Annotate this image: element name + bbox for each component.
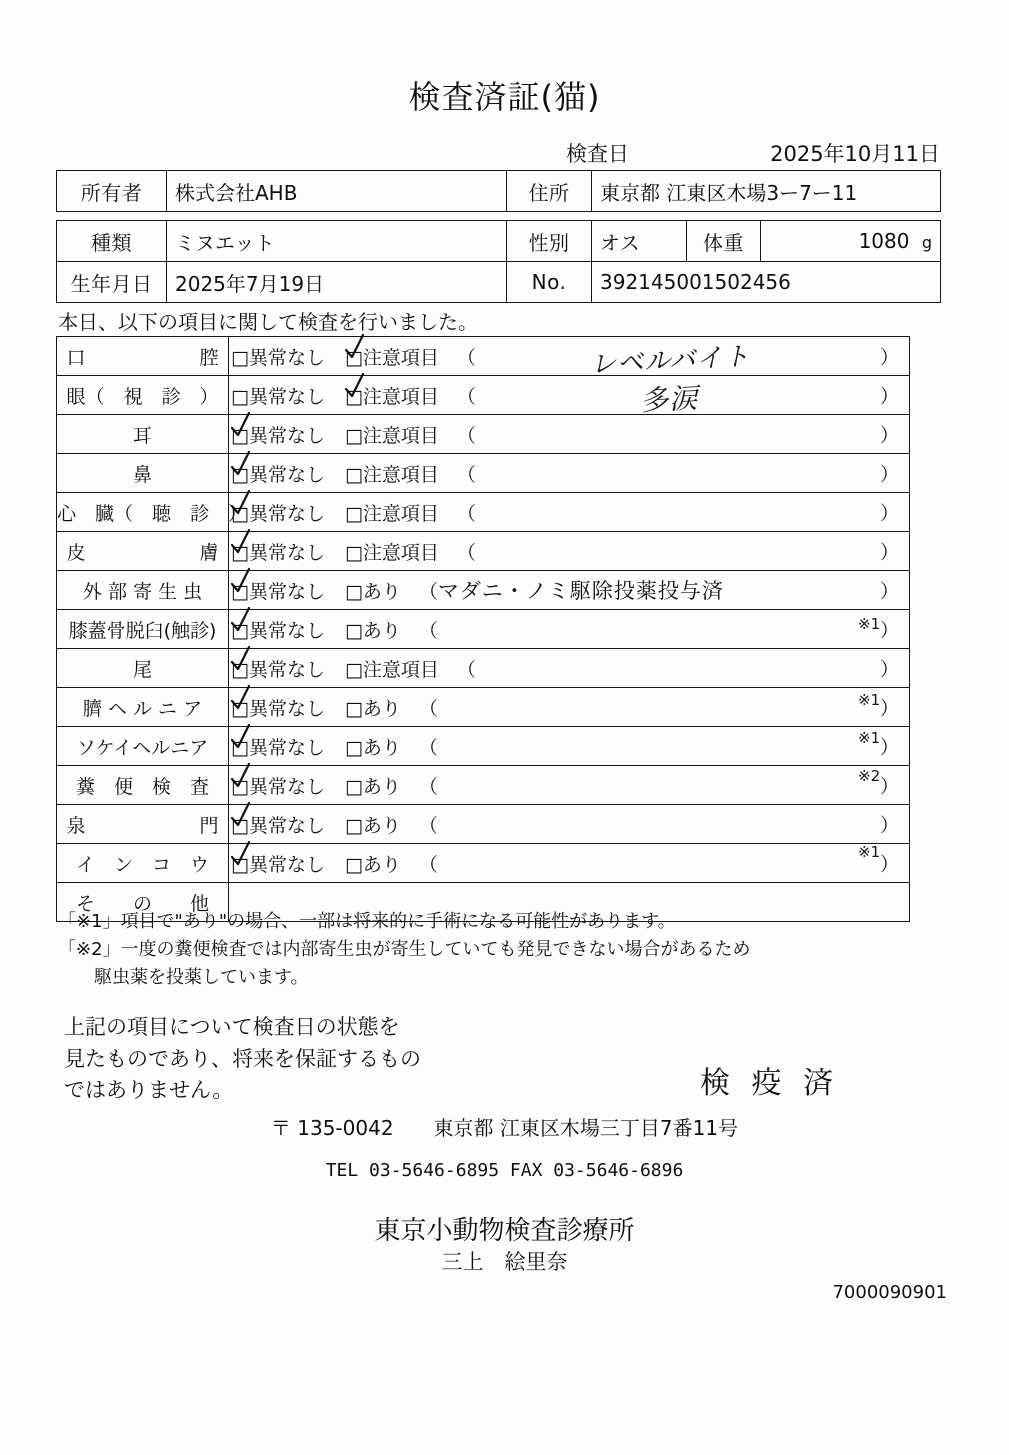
checklist-row	[57, 337, 910, 376]
remark-paren-close: ）	[879, 697, 899, 720]
no-label: No.	[507, 262, 592, 303]
checklist-row	[57, 376, 910, 415]
disclaimer-statement	[64, 1012, 421, 1107]
checklist-item-options	[229, 844, 910, 883]
checkbox-option-attention[interactable]	[345, 694, 401, 721]
checklist-item-label: ソケイヘルニア	[57, 727, 229, 766]
checklist-row	[57, 454, 910, 493]
checkbox-option-normal-label: □異常なし	[231, 346, 325, 369]
remark-paren-close: ）	[879, 814, 899, 837]
checklist-row	[57, 727, 910, 766]
remark-paren-open: （	[456, 541, 476, 564]
checkbox-option-normal-label: □異常なし	[231, 502, 325, 525]
checkbox-option-normal[interactable]	[231, 811, 325, 838]
checkbox-option-attention[interactable]	[345, 655, 439, 682]
checkbox-option-normal[interactable]	[231, 460, 325, 487]
checklist-row	[57, 649, 910, 688]
checklist-item-options	[229, 688, 910, 727]
table-row	[57, 221, 941, 262]
checklist-item-options	[229, 376, 910, 415]
clinic-person: 三上 絵里奈	[441, 1250, 568, 1274]
checklist-item-label: 眼（ 視 診 ）	[57, 376, 229, 415]
disclaimer-line-1: 上記の項目について検査日の状態を	[64, 1015, 400, 1039]
checklist-item-options	[229, 337, 910, 376]
checkbox-option-attention-label: □あり	[344, 581, 401, 603]
checklist-item-options	[229, 610, 910, 649]
remark-paren-close: ）	[879, 580, 899, 603]
checklist-row	[57, 532, 910, 571]
checklist-item-options	[229, 532, 910, 571]
checkbox-option-attention-label: □あり	[344, 853, 401, 876]
checkbox-option-attention-label: □注意項目	[344, 385, 439, 408]
inspection-checklist	[56, 336, 910, 922]
footnote-1: 「※1」項目で"あり"の場合、一部は将来的に手術になる可能性があります。	[58, 911, 676, 932]
checkbox-option-normal-label: □異常なし	[231, 581, 325, 603]
checklist-row	[57, 766, 910, 805]
checkbox-option-normal[interactable]	[231, 421, 325, 448]
remark-paren-close: ）	[879, 775, 899, 798]
checkbox-option-attention[interactable]	[345, 616, 401, 643]
checkbox-option-attention[interactable]	[345, 343, 439, 370]
checkbox-option-attention[interactable]	[345, 421, 439, 448]
remark-paren-open: （	[418, 775, 438, 798]
weight-value: 1080	[858, 229, 910, 253]
page-title: 検査済証(猫)	[408, 78, 601, 116]
footnote-3: 駆虫薬を投薬しています。	[94, 966, 309, 988]
checkbox-option-normal-label: □異常なし	[231, 541, 325, 564]
checkbox-option-attention-label: □あり	[344, 775, 401, 798]
checklist-row	[57, 415, 910, 454]
remark-paren-open: （	[456, 502, 476, 525]
clinic-address: 〒 135-0042 東京都 江東区木場三丁目7番11号	[270, 1116, 739, 1140]
disclaimer-line-2: 見たものであり、将来を保証するもの	[64, 1046, 421, 1071]
checklist-item-options	[229, 805, 910, 844]
breed-label: 種類	[57, 221, 167, 262]
handwritten-mouth-note: レベルバイト	[589, 341, 751, 381]
checklist-item-label: 泉 門	[57, 805, 229, 844]
checklist-item-options	[229, 766, 910, 805]
checklist-item-label: 皮 膚	[57, 532, 229, 571]
table-row	[57, 262, 941, 303]
checklist-row	[57, 571, 910, 610]
checklist-row	[57, 688, 910, 727]
checkbox-option-attention[interactable]	[345, 382, 439, 409]
checklist-item-options	[229, 649, 910, 688]
owner-value: 株式会社AHB	[167, 171, 507, 212]
table-row	[57, 171, 941, 212]
remark-paren-close: ）	[879, 502, 899, 525]
checklist-item-options	[229, 454, 910, 493]
address-label: 住所	[507, 171, 592, 212]
remark-paren-open: （	[456, 385, 476, 408]
clinic-name: 東京小動物検査診療所	[374, 1216, 635, 1246]
checkbox-option-attention-label: □注意項目	[344, 541, 439, 564]
checkbox-option-attention[interactable]	[345, 460, 439, 487]
remark-paren-close: ）	[879, 424, 899, 447]
checkbox-option-normal[interactable]	[231, 538, 325, 565]
weight-unit: g	[921, 233, 932, 252]
checkbox-option-normal-label: □異常なし	[231, 424, 325, 447]
footnote-2: 「※2」一度の糞便検査では内部寄生虫が寄生していても発見できない場合があるため	[58, 938, 751, 960]
remark-paren-close: ）	[879, 463, 899, 486]
exam-date-label: 検査日	[566, 142, 629, 166]
checkbox-option-normal[interactable]	[231, 577, 325, 604]
remark-paren-close: ）	[879, 541, 899, 564]
checkbox-option-attention[interactable]	[345, 811, 401, 838]
checkbox-option-attention-label: □注意項目	[344, 502, 439, 525]
checkbox-option-normal-label: □異常なし	[231, 385, 325, 408]
remark-paren-open: （	[418, 736, 438, 759]
exam-date-value: 2025年10月11日	[770, 142, 940, 166]
checklist-item-label: イ ン コ ウ	[57, 844, 229, 883]
checklist-item-label: 尾	[57, 649, 229, 688]
checklist-row	[57, 844, 910, 883]
weight-label: 体重	[687, 221, 761, 262]
quarantine-stamp: 検 疫 済	[700, 1066, 840, 1101]
remark-paren-open: （	[418, 619, 438, 642]
remark-paren-open: （	[456, 346, 476, 369]
checkbox-option-attention-label: □注意項目	[344, 658, 439, 681]
checklist-item-label: 口 腔	[57, 337, 229, 376]
exam-date-row	[56, 138, 940, 166]
checklist-item-label: 糞 便 検 査	[57, 766, 229, 805]
footnote-marker: ※2	[858, 767, 881, 785]
checkbox-option-attention[interactable]	[345, 772, 401, 799]
checklist-row	[57, 493, 910, 532]
checklist-item-label: 膝蓋骨脱臼(触診)	[57, 610, 229, 649]
checkbox-option-attention[interactable]	[345, 850, 401, 877]
checkbox-option-attention[interactable]	[345, 538, 439, 565]
checkbox-option-normal[interactable]	[231, 343, 325, 370]
checklist-item-label: 心 臓（ 聴 診 ）	[57, 493, 229, 532]
checkbox-option-attention-label: □注意項目	[344, 346, 439, 369]
remark-paren-open: （	[456, 658, 476, 681]
checkbox-option-attention-label: □あり	[344, 619, 401, 642]
checkbox-option-normal[interactable]	[231, 733, 325, 760]
remark-text: マダニ・ノミ駆除投薬投与済	[437, 579, 724, 603]
checkbox-option-normal-label: □異常なし	[231, 775, 325, 798]
no-value: 392145001502456	[592, 262, 941, 303]
checkbox-option-attention-label: □注意項目	[344, 463, 439, 486]
checkbox-option-attention-label: □注意項目	[344, 424, 439, 447]
checklist-item-options	[229, 493, 910, 532]
owner-label: 所有者	[57, 171, 167, 212]
checklist-row	[57, 610, 910, 649]
animal-info-table	[56, 220, 941, 303]
checkbox-option-attention[interactable]	[345, 499, 439, 526]
footnote-marker: ※1	[858, 615, 881, 633]
remark-paren-close: ）	[879, 658, 899, 681]
checkbox-option-attention-label: □あり	[344, 814, 401, 837]
remark-paren-close: ）	[879, 736, 899, 759]
remark-paren-open: （	[456, 463, 476, 486]
checklist-item-options	[229, 571, 910, 610]
footnotes	[58, 908, 751, 992]
checkbox-option-normal-label: □異常なし	[231, 697, 325, 720]
checkbox-option-normal-label: □異常なし	[231, 736, 325, 759]
checkbox-option-normal[interactable]	[231, 499, 325, 526]
disclaimer-line-3: ではありません。	[64, 1078, 234, 1102]
owner-table	[56, 170, 941, 212]
intro-text: 本日、以下の項目に関して検査を行いました。	[58, 310, 478, 334]
sex-label: 性別	[507, 221, 592, 262]
remark-paren-close: ）	[879, 619, 899, 642]
checklist-item-options	[229, 727, 910, 766]
checkbox-option-attention[interactable]	[345, 733, 401, 760]
checklist-item-label: そ の 他	[57, 883, 229, 922]
checklist-item-label: 外 部 寄 生 虫	[57, 571, 229, 610]
checklist-item-label: 耳	[57, 415, 229, 454]
checkbox-option-normal-label: □異常なし	[231, 814, 325, 837]
checkbox-option-normal-label: □異常なし	[231, 658, 325, 681]
remark-paren-close: ）	[879, 346, 899, 369]
clinic-phone: TEL 03-5646-6895 FAX 03-5646-6896	[325, 1160, 684, 1181]
remark-paren-open: （	[418, 581, 438, 603]
checkbox-option-normal-label: □異常なし	[231, 463, 325, 486]
checkbox-option-normal[interactable]	[231, 616, 325, 643]
handwritten-eye-note: 多涙	[639, 381, 699, 418]
checkbox-option-normal-label: □異常なし	[231, 619, 325, 642]
address-value: 東京都 江東区木場3ー7ー11	[592, 171, 941, 212]
checkbox-option-attention[interactable]	[345, 577, 401, 604]
birth-value: 2025年7月19日	[167, 262, 507, 303]
checklist-item-options	[229, 415, 910, 454]
checklist-item-label: 鼻	[57, 454, 229, 493]
checkbox-option-normal[interactable]	[231, 850, 325, 877]
checkbox-option-normal[interactable]	[231, 772, 325, 799]
remark-paren-close: ）	[879, 385, 899, 408]
checklist-item-label: 臍 ヘ ル ニ ア	[57, 688, 229, 727]
weight-value-cell	[761, 221, 941, 262]
checkbox-option-attention-label: □あり	[344, 697, 401, 720]
checklist-row	[57, 805, 910, 844]
remark-paren-open: （	[418, 853, 438, 876]
serial-number: 7000090901	[832, 1282, 947, 1303]
checkbox-option-normal[interactable]	[231, 382, 325, 409]
checkbox-option-attention-label: □あり	[344, 736, 401, 759]
checkbox-option-normal[interactable]	[231, 694, 325, 721]
remark-paren-open: （	[418, 697, 438, 720]
remark-paren-open: （	[418, 814, 438, 837]
footnote-marker: ※1	[858, 729, 881, 747]
checkbox-option-normal-label: □異常なし	[231, 853, 325, 876]
remark-paren-close: ）	[879, 853, 899, 876]
remark-paren-open: （	[456, 424, 476, 447]
sex-value: オス	[592, 221, 687, 262]
birth-label: 生年月日	[57, 262, 167, 303]
footnote-marker: ※1	[858, 691, 881, 709]
checkbox-option-normal[interactable]	[231, 655, 325, 682]
breed-value: ミヌエット	[167, 221, 507, 262]
footnote-marker: ※1	[858, 843, 881, 861]
